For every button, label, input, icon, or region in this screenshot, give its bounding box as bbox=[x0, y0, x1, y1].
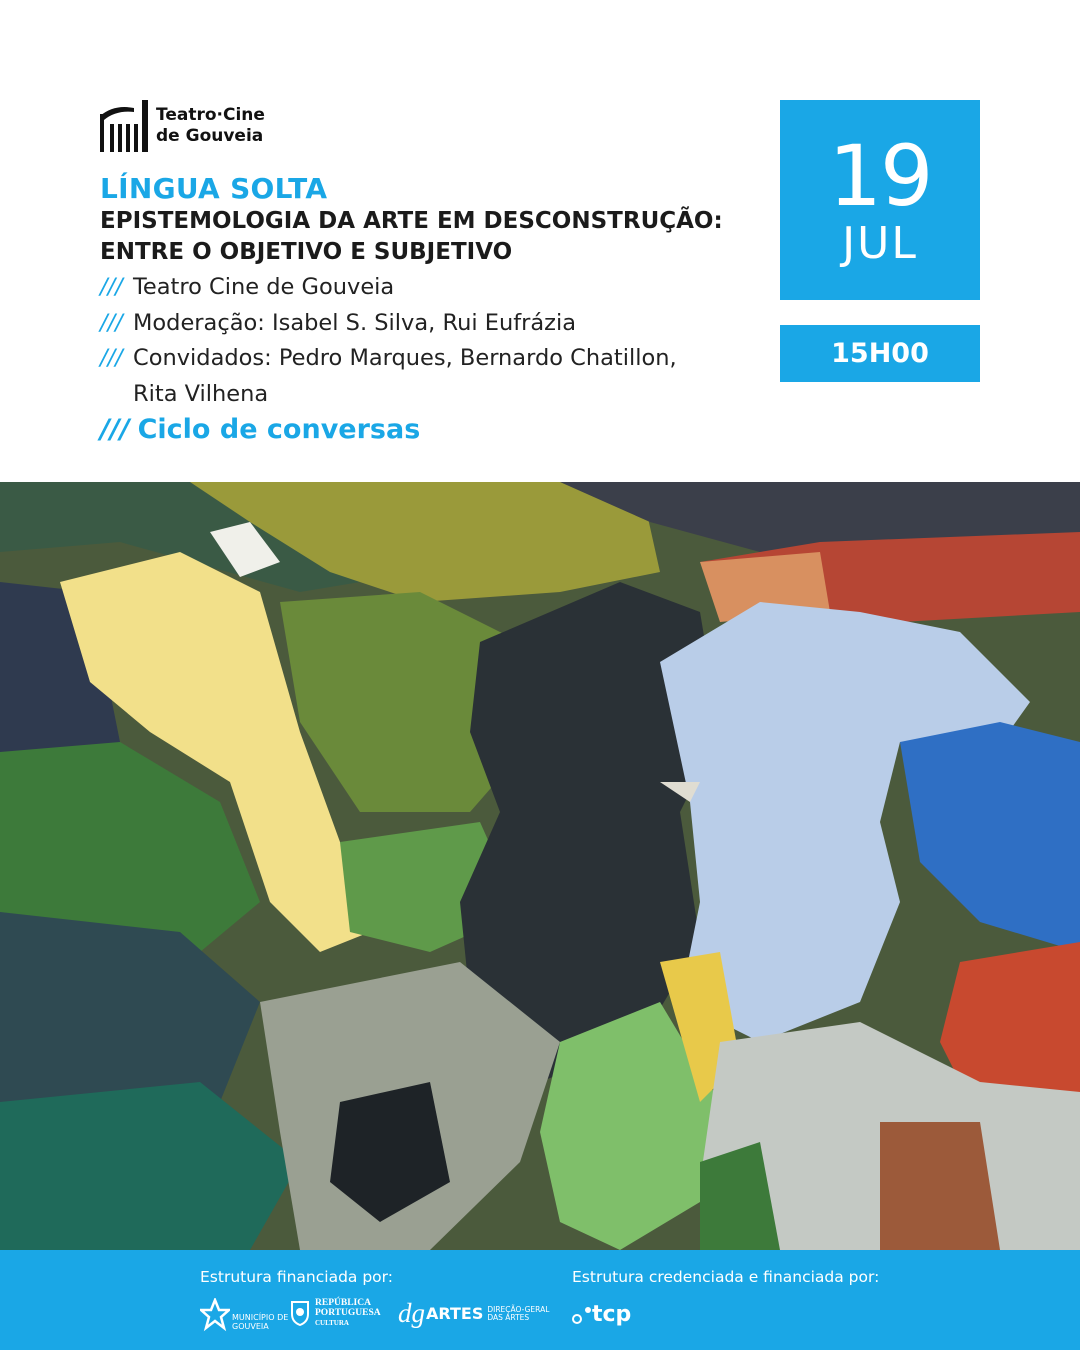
dg-sub-line-1: DIREÇÃO-GERAL bbox=[487, 1304, 550, 1314]
abstract-painting-image bbox=[0, 482, 1080, 1250]
guests-line-2: Rita Vilhena bbox=[133, 380, 269, 407]
event-name: LÍNGUA SOLTA bbox=[100, 172, 328, 205]
event-subtitle bbox=[100, 206, 780, 268]
municipio-line-1: MUNICÍPIO DE bbox=[232, 1313, 289, 1322]
republica-portuguesa-logo[interactable] bbox=[290, 1298, 381, 1328]
event-header bbox=[0, 0, 1080, 482]
slashes-marker: /// bbox=[100, 274, 123, 300]
republica-shield-icon bbox=[290, 1300, 310, 1326]
guests-line-1: Convidados: Pedro Marques, Bernardo Chatillon, bbox=[133, 345, 677, 371]
republica-line-1: REPÚBLICA bbox=[315, 1298, 371, 1308]
credited-by-label: Estrutura credenciada e financiada por: bbox=[572, 1268, 880, 1286]
cycle-label[interactable] bbox=[100, 414, 420, 445]
slashes-marker: /// bbox=[100, 345, 123, 371]
cycle-text: Ciclo de conversas bbox=[137, 414, 421, 445]
date-day: 19 bbox=[828, 127, 932, 225]
republica-line-3: CULTURA bbox=[315, 1319, 349, 1327]
guests-text bbox=[133, 341, 780, 412]
logo-wordmark bbox=[156, 105, 265, 147]
logo-line-2: de Gouveia bbox=[156, 126, 264, 146]
dg-subtitle bbox=[487, 1306, 549, 1322]
municipio-line-2: GOUVEIA bbox=[232, 1322, 269, 1331]
event-subtitle-line-1: EPISTEMOLOGIA DA ARTE EM DESCONSTRUÇÃO: bbox=[100, 208, 723, 234]
funded-by-label: Estrutura financiada por: bbox=[200, 1268, 393, 1286]
info-guests bbox=[100, 341, 780, 412]
teatro-cine-logo[interactable] bbox=[100, 100, 265, 152]
date-month: JUL bbox=[842, 218, 918, 269]
tcp-text: tcp bbox=[592, 1302, 632, 1327]
municipio-star-icon bbox=[200, 1298, 230, 1332]
municipio-gouveia-logo[interactable] bbox=[200, 1298, 288, 1332]
tcp-logo[interactable] bbox=[572, 1302, 631, 1327]
moderation-text: Moderação: Isabel S. Silva, Rui Eufrázia bbox=[133, 309, 577, 336]
dg-sub-line-2: DAS ARTES bbox=[487, 1312, 530, 1322]
sponsor-footer bbox=[0, 1250, 1080, 1350]
theatre-building-logo-icon bbox=[100, 100, 150, 152]
time-badge: 15H00 bbox=[780, 325, 980, 382]
info-moderation bbox=[100, 306, 780, 342]
dgartes-logo[interactable] bbox=[398, 1300, 549, 1327]
tcp-dots-icon bbox=[572, 1305, 592, 1325]
dg-artes: ARTES bbox=[426, 1304, 484, 1323]
municipio-text bbox=[232, 1313, 288, 1331]
venue-text: Teatro Cine de Gouveia bbox=[133, 274, 395, 300]
republica-line-2: PORTUGUESA bbox=[315, 1308, 381, 1318]
slashes-marker: /// bbox=[100, 309, 123, 336]
event-subtitle-line-2: ENTRE O OBJETIVO E SUBJETIVO bbox=[100, 239, 513, 265]
date-badge bbox=[780, 100, 980, 300]
dg-mark: dg bbox=[398, 1298, 425, 1328]
logo-line-1: Teatro·Cine bbox=[156, 105, 265, 125]
event-info-list bbox=[100, 270, 780, 412]
info-venue bbox=[100, 270, 780, 306]
republica-text bbox=[315, 1298, 381, 1328]
slashes-marker: /// bbox=[100, 414, 130, 445]
